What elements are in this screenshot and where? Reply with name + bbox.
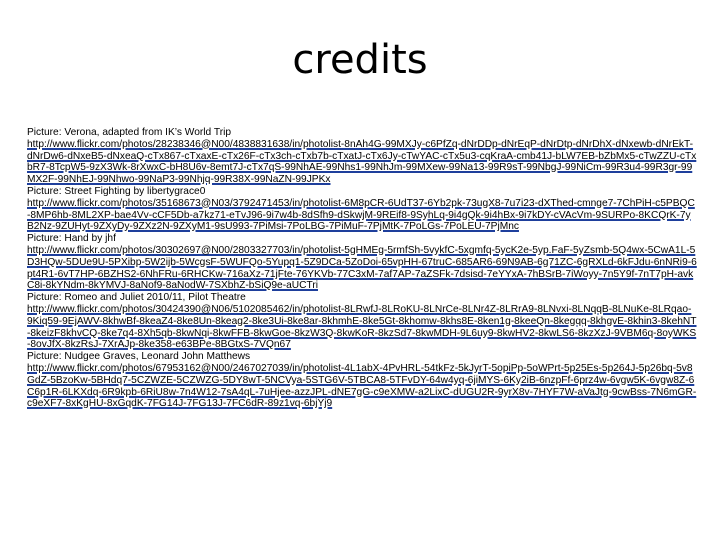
credit-link[interactable]: http://www.flickr.com/photos/30302697@N00/2803327703/in/photolist-5gHMEg-5rmfSh-5vykfC-5xgmfq-5ycK2e-5yp.FaF-5yZsmb-5Q4wx-5CwA1L-5D3HQw-5DUe9U-5PXibp-5W2ijb-5WcgsF-5WUFQo-5Yupq1-5Z9DCa-5ZoDoi-65vpHH-67truC-685AR6-69N9AB-6g71ZC-6gRXLd-6kFJdu-6nNRi9-6pt4R1-6vT7HP-6BZHS2-6NhFRu-6RHCKw-716aXz-71jFte-76YKVb-77C3xM-7af7AP-7aZSFk-7dsisd-7eYYxA-7hBSrB-7iWoyy-7n5Y9f-7nT7pH-avkC8i-8kYNdm-8kYMVJ-8aNof9-8aNodW-7SXbhZ-bSiQ9e-aUCTri bbox=[27, 244, 697, 292]
credit-link[interactable]: http://www.flickr.com/photos/35168673@N03/3792471453/in/photolist-6M8pCR-6UdT37-6Yb2pk-73ugX8-7u7i23-dXThed-cmnge7-7ChPiH-c5PBQC-8MP6hb-8ML2XP-bae4Vv-cCF5Db-a7kz71-eTvJ96-9i7w4b-8dSfh9-dSkwjM-9REif8-9SyhLq-9i4gQk-9i4hBx-9i7kDY-cVAcVm-9SURPo-8KCQrK-7yB2Nz-9ZUHyt-9ZXyDy-9ZXz2N-9ZXyM1-9sU993-7PiMsi-7PoLBG-7PiMuF-7PjMtK-7PoLGs-7PoLEU-7PjMnc bbox=[27, 197, 695, 233]
credit-link[interactable]: http://www.flickr.com/photos/28238346@N00/4838831638/in/photolist-8nAh4G-99MXJy-c6PfZq-dNrDDp-dNrEqP-dNrDtp-dNrDhX-dNxewb-dNrEkT-dNrDw6-dNxeB5-dNxeaQ-cTx867-cTxaxE-cTx26F-cTx3ch-cTxb7b-cTxatJ-cTx6Jy-cTwYAC-cTx5u3-cqKraA-cmb41J-bLW7EB-bZbMx5-cTwZZU-cTxbR7-8TcpW5-9zX3Wk-8rXwxC-bH8U6v-8emt7J-cTx7qS-99NhAE-99Nhs1-99NhJm-99MXew-99Na13-99R9sT-99NbgJ-99NiCm-99R3u4-99R3gr-99MX2F-99NhEJ-99Nhwo-99NaP3-99Nhjq-99R38X-99NaZN-99JPKx bbox=[27, 138, 697, 186]
credit-label: Picture: Nudgee Graves, Leonard John Matthews bbox=[27, 351, 251, 363]
credit-entry-nudgee-graves bbox=[27, 351, 697, 410]
credit-link[interactable]: http://www.flickr.com/photos/30424390@N06/5102085462/in/photolist-8LRwfJ-8LRoKU-8LNrCe-8LNr4Z-8LRrA9-8LNvxi-8LNqqB-8LNuKe-8LRqao-9Kiq59-9EjAWV-8khwBf-8keaZ4-8ke8Un-8keag2-8ke3Ui-8ke8ar-8khmhE-8ke5Gt-8khomw-8khs8E-8ken1g-8keeQn-8kegqq-8khgvE-8khin3-8kehNT-8keizF8khvCQ-8ke7q4-8Xh5qb-8kwNqi-8kwFFB-8kwGoe-8kzW3Q-8kwKoR-8kzSd7-8kwMDH-9L6uy9-8kwHV2-8kwLS6-8kzXzJ-9VBM6q-8oyWKS-8ovJfX-8kzRsJ-7XrAJp-8ke358-e63BPe-8BGtxS-7VQn67 bbox=[27, 303, 697, 351]
credit-label: Picture: Verona, adapted from IK’s World Trip bbox=[27, 127, 232, 138]
credit-entry-street-fighting bbox=[27, 186, 697, 233]
credit-label: Picture: Romeo and Juliet 2010/11, Pilot Theatre bbox=[27, 292, 246, 304]
credit-entry-hand bbox=[27, 233, 697, 292]
credit-link[interactable]: http://www.flickr.com/photos/67953162@N00/2467027039/in/photolist-4L1abX-4PvHRL-54tkFz-5kJyrT-5opiPp-5oWPrt-5p25Es-5p264J-5p26bq-5v8GdZ-5BzoKw-5BHdq7-5CZWZE-5CZWZG-5DY8wT-5NCVya-5STG6V-5TBCA8-5TFvDY-64w4yq-6jiMYS-6Ky2iB-6nzpFf-6prz4w-6vgw5K-6vgw8Z-6C6p1R-6LKXdq-6R9kpb-6RiU8w-7n4W12-7sA4qL-7uHjee-azzJPL-dNE7gG-c9eXMW-a2LixC-dUGU2R-9yrX8v-7HYF7W-aVaJtg-9cwBss-7N6mGR-c9eXF7-8xKgHU-8xGqdK-7FG14J-7FG13J-7FC6dR-89z1vq-6bjYj9 bbox=[27, 362, 697, 410]
credit-entry-verona bbox=[27, 127, 697, 186]
credit-label: Picture: Hand by jhf bbox=[27, 233, 116, 245]
credits-list bbox=[27, 127, 697, 410]
credit-label: Picture: Street Fighting by libertygrace0 bbox=[27, 185, 206, 197]
slide-title: credits bbox=[292, 37, 428, 83]
credit-entry-romeo-juliet bbox=[27, 292, 697, 351]
